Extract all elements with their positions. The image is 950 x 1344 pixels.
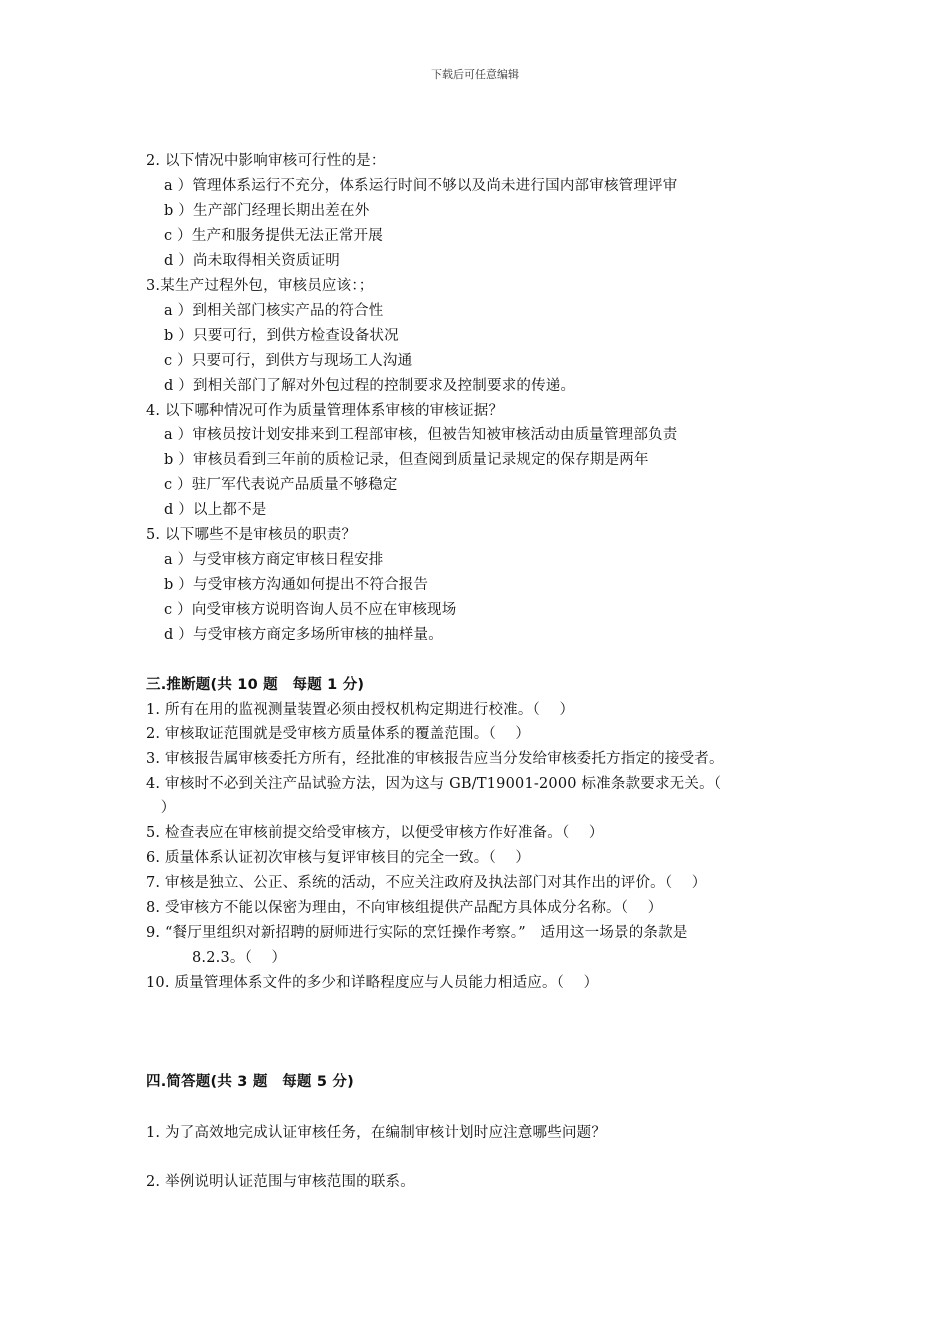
judge-item-9: 9. “餐厅里组织对新招聘的厨师进行实际的烹饪操作考察。” 适用这一场景的条款是 [146, 925, 688, 941]
question-4: 4. 以下哪种情况可作为质量管理体系审核的审核证据？ [146, 403, 504, 419]
question-5-option-b: b ）与受审核方沟通如何提出不符合报告 [164, 577, 429, 593]
question-2: 2. 以下情况中影响审核可行性的是： [146, 153, 386, 169]
judge-item-4-continuation: ） [146, 800, 176, 816]
question-4-option-b: b ）审核员看到三年前的质检记录，但查阅到质量记录规定的保存期是两年 [164, 452, 649, 468]
question-3-option-a: a ）到相关部门核实产品的符合性 [164, 303, 384, 319]
judge-item-7: 7. 审核是独立、公正、系统的活动，不应关注政府及执法部门对其作出的评价。（ ） [146, 875, 707, 891]
judge-item-8: 8. 受审核方不能以保密为理由，不向审核组提供产品配方具体成分名称。（ ） [146, 900, 663, 916]
section-judge-heading: 三.推断题(共 10 题 每题 1 分) [146, 677, 365, 693]
question-3-option-d: d ）到相关部门了解对外包过程的控制要求及控制要求的传递。 [164, 378, 576, 394]
question-5-option-d: d ）与受审核方商定多场所审核的抽样量。 [164, 627, 443, 643]
question-4-option-c: c ）驻厂军代表说产品质量不够稳定 [164, 477, 398, 493]
question-4-option-a: a ）审核员按计划安排来到工程部审核，但被告知被审核活动由质量管理部负责 [164, 427, 678, 443]
question-5: 5. 以下哪些不是审核员的职责？ [146, 527, 357, 543]
judge-item-5: 5. 检查表应在审核前提交给受审核方，以便受审核方作好准备。（ ） [146, 825, 604, 841]
header-note: 下载后可任意编辑 [431, 68, 519, 81]
question-2-option-b: b ）生产部门经理长期出差在外 [164, 203, 370, 219]
judge-item-4: 4. 审核时不必到关注产品试验方法，因为这与 GB/T19001-2000 标准条款要求无关。（ [146, 776, 722, 792]
question-4-option-d: d ）以上都不是 [164, 502, 267, 518]
question-3-option-b: b ）只要可行，到供方检查设备状况 [164, 328, 399, 344]
judge-item-3: 3. 审核报告属审核委托方所有，经批准的审核报告应当分发给审核委托方指定的接受者。 [146, 751, 724, 767]
question-3-option-c: c ）只要可行，到供方与现场工人沟通 [164, 353, 413, 369]
question-2-option-c: c ）生产和服务提供无法正常开展 [164, 228, 383, 244]
question-5-option-a: a ）与受审核方商定审核日程安排 [164, 552, 384, 568]
judge-item-10: 10. 质量管理体系文件的多少和详略程度应与人员能力相适应。（ ） [146, 975, 599, 991]
section-short-heading: 四.简答题(共 3 题 每题 5 分) [146, 1074, 354, 1090]
short-item-1: 1. 为了高效地完成认证审核任务，在编制审核计划时应注意哪些问题？ [146, 1125, 607, 1141]
question-3: 3.某生产过程外包，审核员应该：； [146, 278, 374, 294]
judge-item-9-continuation: 8.2.3。（ ） [192, 950, 287, 966]
question-2-option-d: d ）尚未取得相关资质证明 [164, 253, 340, 269]
question-2-option-a: a ）管理体系运行不充分，体系运行时间不够以及尚未进行国内部审核管理评审 [164, 178, 678, 194]
judge-item-2: 2. 审核取证范围就是受审核方质量体系的覆盖范围。（ ） [146, 726, 531, 742]
question-5-option-c: c ）向受审核方说明咨询人员不应在审核现场 [164, 602, 457, 618]
judge-item-6: 6. 质量体系认证初次审核与复评审核目的完全一致。（ ） [146, 850, 531, 866]
judge-item-1: 1. 所有在用的监视测量装置必须由授权机构定期进行校准。（ ） [146, 702, 575, 718]
short-item-2: 2. 举例说明认证范围与审核范围的联系。 [146, 1174, 415, 1190]
